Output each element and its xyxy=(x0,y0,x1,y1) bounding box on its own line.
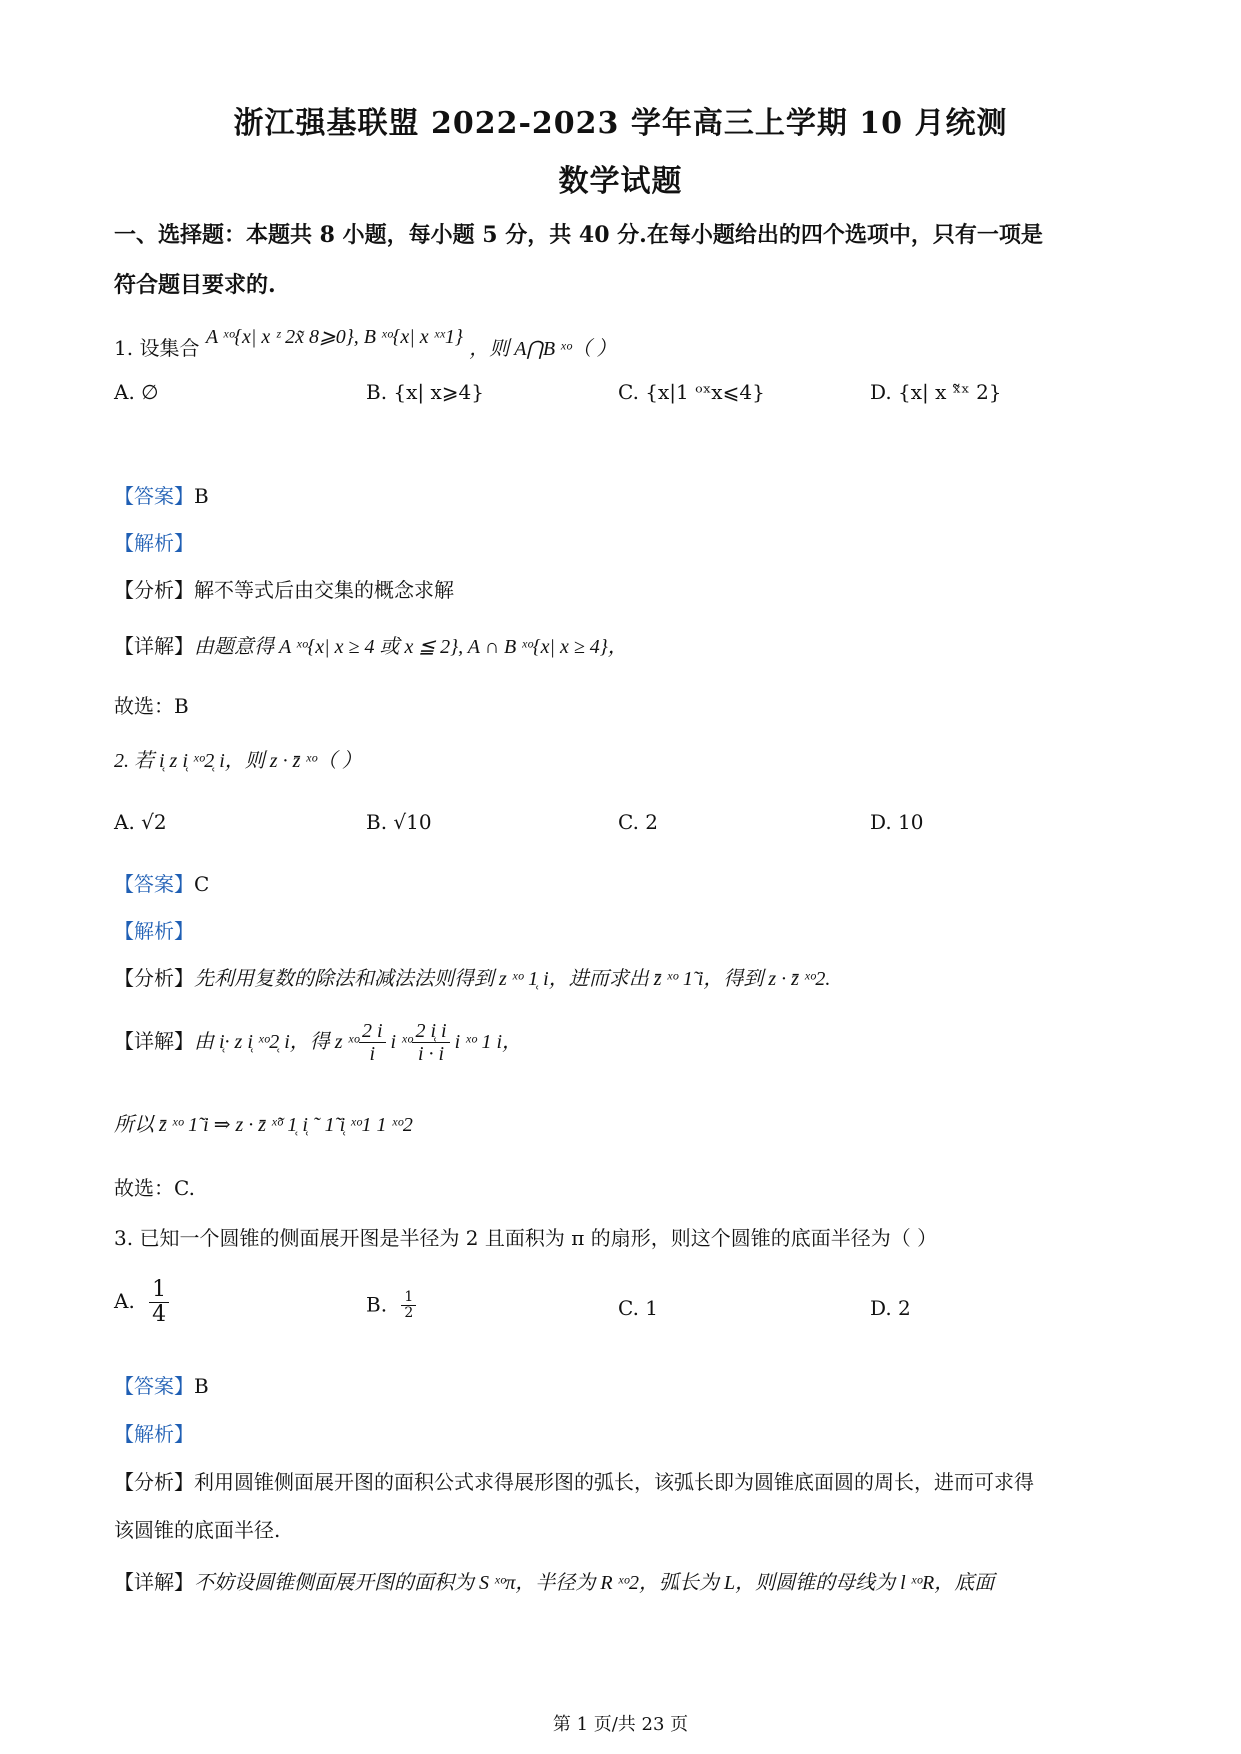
question-3-option-b-numerator: 1 xyxy=(401,1290,416,1306)
question-2-fenxi xyxy=(114,962,830,991)
question-1-option-d: D. {x| x ˣ̃ˣ 2} xyxy=(870,380,1002,404)
question-1-fenxi xyxy=(114,574,454,603)
question-2-xiangjie-part-c: i ˣᵒ 1 i， xyxy=(449,1031,523,1053)
question-3-xiangjie xyxy=(114,1566,994,1595)
answer-tag: 【答案】 xyxy=(114,1374,194,1398)
question-3-option-a-prefix: A. xyxy=(114,1289,135,1314)
question-2-analysis-tag: 【解析】 xyxy=(114,919,194,943)
question-1-number: 1. 设集合 xyxy=(114,336,200,360)
question-1-sets: A ˣᵒ{x| x ᶻ 2x̃ 8⩾0}, B ˣᵒ{x| x ˣˣ1} xyxy=(205,326,463,348)
question-2-xiangjie-part-a: 由 i̜· z i̜ ˣᵒ2̜ i，得 z ˣᵒ xyxy=(194,1031,359,1053)
question-3-fenxi xyxy=(114,1466,1034,1495)
document-subtitle: 数学试题 xyxy=(558,164,683,199)
page-footer: 第 1 页/共 23 页 xyxy=(552,1714,689,1735)
xiangjie-tag: 【详解】 xyxy=(114,1570,194,1594)
question-1-analysis-tag: 【解析】 xyxy=(114,531,194,555)
question-3-option-d: D. 2 xyxy=(870,1296,911,1320)
question-1-stem xyxy=(114,326,617,361)
section-heading-line1: 一、选择题：本题共 8 小题，每小题 5 分，共 40 分.在每小题给出的四个选项中，只有一项是 xyxy=(114,222,1043,248)
question-3-option-a-denominator: 4 xyxy=(152,1302,167,1328)
question-3-option-b-prefix: B. xyxy=(366,1292,388,1317)
question-2-fraction-1-numerator: 2 i xyxy=(359,1020,386,1043)
question-2-xiangjie-line-2: 所以 z̄ ˣᵒ 1̃ i ⇒ z · z̄ ˣ̃ᵒ 1̜ i̜ ˜ 1̃ i̜ ˣᵒ1 1 ˣᵒ2 xyxy=(114,1114,413,1136)
fenxi-tag: 【分析】 xyxy=(114,578,194,602)
xiangjie-tag: 【详解】 xyxy=(114,634,194,658)
question-1-tail: ，则 A⋂B ˣᵒ（ ） xyxy=(469,338,617,360)
question-2-fraction-1-denominator: i xyxy=(369,1043,376,1065)
question-3-answer xyxy=(114,1370,209,1399)
question-3-option-a-numerator: 1 xyxy=(149,1278,169,1303)
question-2-xiangjie xyxy=(114,1020,522,1065)
question-1-option-c: C. {x|1 ᵒˣx⩽4} xyxy=(618,380,765,404)
question-3-xiangjie-text: 不妨设圆锥侧面展开图的面积为 S ˣᵒπ，半径为 R ˣᵒ2，弧长为 L，则圆锥的母线为 l ˣᵒR，底面 xyxy=(194,1572,995,1594)
question-3-option-b-denominator: 2 xyxy=(404,1305,414,1322)
question-2-option-b: B. √10 xyxy=(366,810,432,834)
question-3-option-c: C. 1 xyxy=(618,1296,659,1320)
question-3-option-b xyxy=(366,1290,416,1322)
question-1-option-a: A. ∅ xyxy=(114,380,159,404)
question-3-stem: 3. 已知一个圆锥的侧面展开图是半径为 2 且面积为 π 的扇形，则这个圆锥的底面半径为（ ） xyxy=(114,1226,938,1250)
question-3-fenxi-text: 利用圆锥侧面展开图的面积公式求得展形图的弧长，该弧长即为圆锥底面圆的周长，进而可求得 xyxy=(194,1470,1034,1494)
question-1-fenxi-text: 解不等式后由交集的概念求解 xyxy=(194,578,454,602)
question-2-fenxi-text: 先利用复数的除法和减法法则得到 z ˣᵒ 1̜ i，进而求出 z̄ ˣᵒ 1̃ i，得到 z · z̄ ˣᵒ2. xyxy=(194,968,831,990)
question-2-stem: 2. 若 i̜ z i̜ ˣᵒ2̜ i，则 z · z̄ ˣᵒ（ ） xyxy=(114,750,362,772)
question-3-analysis-tag: 【解析】 xyxy=(114,1422,194,1446)
question-1-option-b: B. {x| x⩾4} xyxy=(366,380,484,404)
question-3-answer-value: B xyxy=(194,1374,209,1398)
answer-tag: 【答案】 xyxy=(114,484,194,508)
question-2-option-c: C. 2 xyxy=(618,810,659,834)
question-2-fraction-2 xyxy=(412,1020,449,1065)
question-1-conclusion: 故选：B xyxy=(114,694,189,718)
xiangjie-tag: 【详解】 xyxy=(114,1029,194,1053)
question-2-answer-value: C xyxy=(194,872,210,896)
question-3-option-a-fraction xyxy=(149,1278,169,1327)
fenxi-tag: 【分析】 xyxy=(114,966,194,990)
question-1-xiangjie xyxy=(114,630,628,659)
question-3-option-b-fraction xyxy=(401,1290,416,1322)
question-1-answer-value: B xyxy=(194,484,209,508)
question-1-xiangjie-text: 由题意得 A ˣᵒ{x| x ≥ 4 或 x ≦ 2}, A ∩ B ˣᵒ{x| x ≥ 4}， xyxy=(194,636,628,658)
document-title: 浙江强基联盟 2022-2023 学年高三上学期 10 月统测 xyxy=(233,106,1008,141)
question-1-answer xyxy=(114,480,209,509)
question-2-fraction-1 xyxy=(359,1020,386,1065)
fenxi-tag: 【分析】 xyxy=(114,1470,194,1494)
question-2-option-d: D. 10 xyxy=(870,810,924,834)
question-3-fenxi-line-2: 该圆锥的底面半径. xyxy=(114,1518,281,1542)
question-2-fraction-2-denominator: i · i xyxy=(417,1043,445,1065)
question-2-option-a: A. √2 xyxy=(114,810,167,834)
question-2-fraction-2-numerator: 2 i̜ i xyxy=(412,1020,449,1043)
section-heading-line2: 符合题目要求的. xyxy=(114,272,276,298)
question-3-option-a xyxy=(114,1278,169,1327)
question-2-xiangjie-part-b: i ˣᵒ xyxy=(385,1031,413,1053)
question-2-conclusion: 故选：C. xyxy=(114,1176,195,1200)
answer-tag: 【答案】 xyxy=(114,872,194,896)
question-2-answer xyxy=(114,868,209,897)
